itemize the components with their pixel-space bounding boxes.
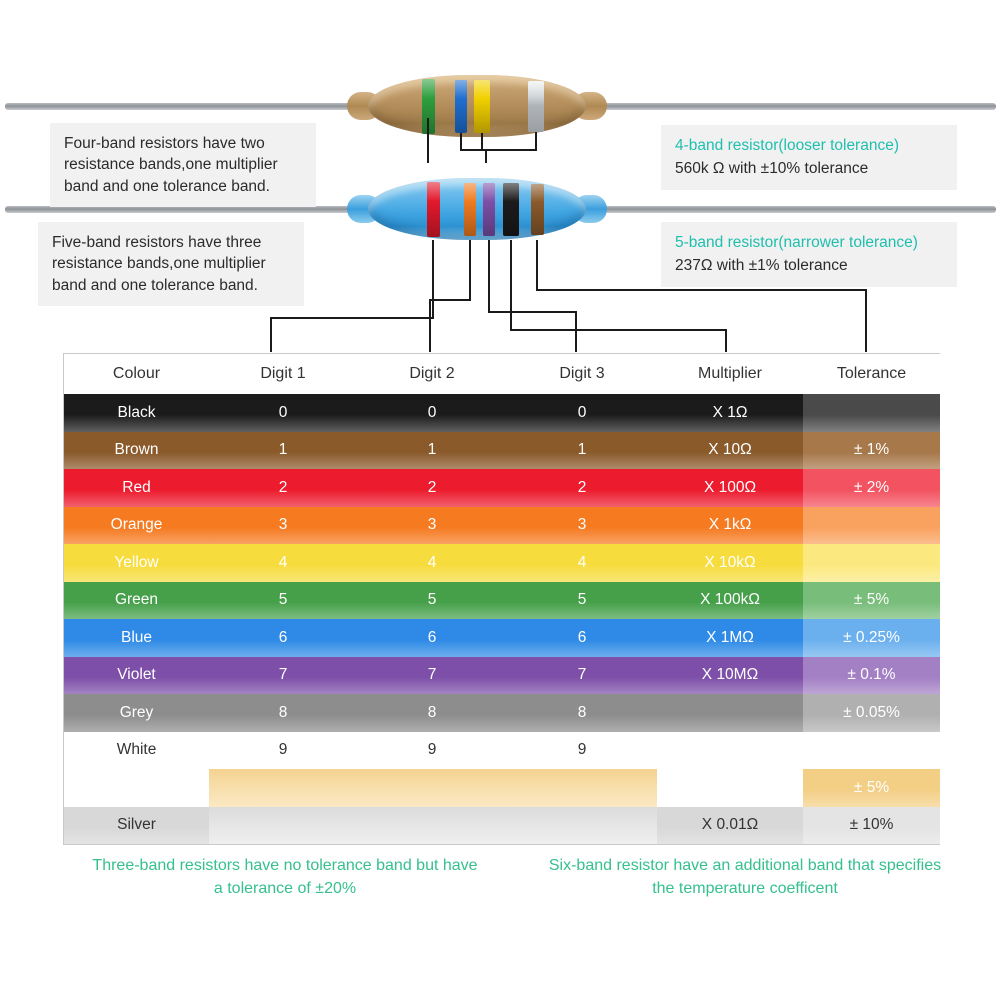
cell-digit2: 9 — [357, 732, 507, 770]
cell-digit1: 5 — [209, 582, 357, 620]
table-row — [64, 657, 940, 695]
cell-digit3: 7 — [507, 657, 657, 695]
callout-five-band-description — [38, 222, 304, 306]
cell-tolerance — [803, 732, 940, 770]
cell-digit3: 2 — [507, 469, 657, 507]
cell-digit2: 8 — [357, 694, 507, 732]
cell-multiplier: X 10MΩ — [657, 657, 803, 695]
callout-four-band-value-sub: 560k Ω with ±10% tolerance — [675, 160, 869, 178]
cell-multiplier: X 100kΩ — [657, 582, 803, 620]
cell-digit2: 6 — [357, 619, 507, 657]
callout-five-band-value — [661, 222, 957, 287]
cell-colour: Silver — [64, 807, 209, 845]
table-row — [64, 807, 940, 845]
table-header-digit3: Digit 3 — [507, 354, 657, 394]
cell-digit2 — [357, 769, 507, 807]
cell-digit1: 8 — [209, 694, 357, 732]
cell-digit1 — [209, 769, 357, 807]
cell-digit2: 3 — [357, 507, 507, 545]
callout-five-band-value-head: 5-band resistor(narrower tolerance) — [675, 234, 918, 251]
cell-digit3: 1 — [507, 432, 657, 470]
cell-tolerance: ± 0.05% — [803, 694, 940, 732]
table-row — [64, 732, 940, 770]
table-row — [64, 432, 940, 470]
footnote-three-band-text: Three-band resistors have no tolerance band but have a tolerance of ±20% — [92, 857, 478, 897]
cell-multiplier: X 10kΩ — [657, 544, 803, 582]
cell-digit3: 5 — [507, 582, 657, 620]
callout-four-band-value-head: 4-band resistor(looser tolerance) — [675, 137, 899, 154]
callout-four-band-value — [661, 125, 957, 190]
cell-digit1: 3 — [209, 507, 357, 545]
cell-digit2 — [357, 807, 507, 845]
cell-multiplier — [657, 694, 803, 732]
cell-colour: Violet — [64, 657, 209, 695]
cell-digit3: 0 — [507, 394, 657, 432]
cell-colour: Black — [64, 394, 209, 432]
cell-colour: Blue — [64, 619, 209, 657]
cell-digit1: 1 — [209, 432, 357, 470]
cell-tolerance: ± 0.25% — [803, 619, 940, 657]
cell-colour: Orange — [64, 507, 209, 545]
callout-four-band-description — [50, 123, 316, 207]
table-body — [64, 394, 940, 844]
cell-tolerance: ± 0.1% — [803, 657, 940, 695]
cell-digit2: 2 — [357, 469, 507, 507]
cell-digit1: 7 — [209, 657, 357, 695]
table-row — [64, 694, 940, 732]
cell-digit3: 9 — [507, 732, 657, 770]
cell-multiplier: X 1kΩ — [657, 507, 803, 545]
cell-digit3: 4 — [507, 544, 657, 582]
cell-digit1: 0 — [209, 394, 357, 432]
table-header-multiplier: Multiplier — [657, 354, 803, 394]
table-row — [64, 469, 940, 507]
cell-colour: Red — [64, 469, 209, 507]
table-row — [64, 544, 940, 582]
cell-digit2: 7 — [357, 657, 507, 695]
cell-multiplier: X 100Ω — [657, 469, 803, 507]
cell-digit3: 3 — [507, 507, 657, 545]
cell-digit3: 8 — [507, 694, 657, 732]
footnote-six-band — [545, 855, 945, 900]
cell-multiplier: X 1Ω — [657, 394, 803, 432]
cell-digit1: 4 — [209, 544, 357, 582]
cell-digit2: 4 — [357, 544, 507, 582]
table-row — [64, 769, 940, 807]
cell-multiplier: X 1MΩ — [657, 619, 803, 657]
cell-colour: Green — [64, 582, 209, 620]
cell-multiplier — [657, 732, 803, 770]
cell-multiplier: X 10Ω — [657, 432, 803, 470]
footnote-three-band — [90, 855, 480, 900]
cell-tolerance — [803, 544, 940, 582]
cell-digit2: 1 — [357, 432, 507, 470]
cell-tolerance: ± 10% — [803, 807, 940, 845]
cell-tolerance: ± 2% — [803, 469, 940, 507]
resistor-colour-code-table — [63, 353, 940, 845]
callout-five-band-text: Five-band resistors have three resistance bands,one multiplier band and one tolerance band. — [52, 234, 266, 294]
table-header-digit1: Digit 1 — [209, 354, 357, 394]
cell-colour: Yellow — [64, 544, 209, 582]
cell-colour: White — [64, 732, 209, 770]
footnote-six-band-text: Six-band resistor have an additional band that specifies the temperature coefficent — [548, 857, 942, 897]
table-row — [64, 582, 940, 620]
cell-digit1 — [209, 807, 357, 845]
cell-digit3 — [507, 807, 657, 845]
cell-digit1: 9 — [209, 732, 357, 770]
cell-tolerance: ± 5% — [803, 769, 940, 807]
table-header-colour: Colour — [64, 354, 209, 394]
cell-colour: Gold — [120, 778, 153, 796]
cell-digit1: 6 — [209, 619, 357, 657]
cell-colour: Brown — [64, 432, 209, 470]
callout-four-band-text: Four-band resistors have two resistance bands,one multiplier band and one tolerance band. — [64, 135, 278, 195]
table-header-tolerance: Tolerance — [803, 354, 940, 394]
cell-tolerance: ± 5% — [803, 582, 940, 620]
cell-digit3: 6 — [507, 619, 657, 657]
cell-digit1: 2 — [209, 469, 357, 507]
cell-tolerance — [803, 394, 940, 432]
table-row — [64, 394, 940, 432]
cell-digit2: 0 — [357, 394, 507, 432]
callout-five-band-value-sub: 237Ω with ±1% tolerance — [675, 257, 848, 275]
cell-tolerance: ± 1% — [803, 432, 940, 470]
table-row — [64, 507, 940, 545]
cell-multiplier: X 0.1Ω — [706, 778, 754, 796]
table-row — [64, 619, 940, 657]
cell-digit2: 5 — [357, 582, 507, 620]
cell-digit3 — [507, 769, 657, 807]
cell-multiplier: X 0.01Ω — [657, 807, 803, 845]
table-header-row — [64, 354, 940, 394]
cell-colour: Grey — [64, 694, 209, 732]
table-header-digit2: Digit 2 — [357, 354, 507, 394]
cell-tolerance — [803, 507, 940, 545]
